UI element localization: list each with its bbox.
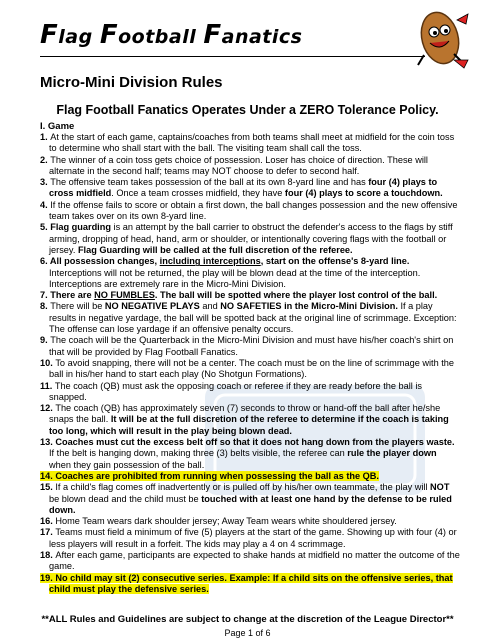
rule-number: 17. bbox=[40, 527, 56, 538]
brand-title bbox=[40, 20, 302, 50]
rule-item bbox=[40, 550, 460, 573]
page-subtitle: Micro-Mini Division Rules bbox=[40, 74, 223, 91]
rule-item bbox=[40, 301, 460, 335]
rule-item bbox=[40, 573, 460, 596]
brand-word-initial: F bbox=[203, 20, 222, 50]
rule-item bbox=[40, 381, 460, 404]
rule-text: If the belt is hanging down, making three (3) belts visible, the referee can bbox=[49, 448, 348, 459]
rule-text: is an attempt by the ball carrier to obstruct the defender's access to the flags by stiff arming, dropping of head, hand, arm or shoulder, or intentionally covering flags with the football or jersey. bbox=[49, 222, 453, 255]
rule-text: It will be at the full discretion of the referee to determine if the coach is taking too long, which will result in the play being blown dead. bbox=[49, 414, 449, 436]
rule-item bbox=[40, 516, 460, 527]
rule-number: 19. bbox=[40, 572, 56, 583]
rule-number: 12. bbox=[40, 403, 56, 414]
rule-text: NOT bbox=[430, 482, 450, 493]
policy-heading: Flag Football Fanatics Operates Under a ZERO Tolerance Policy. bbox=[56, 103, 439, 117]
rule-text: If a play results in negative yardage, the ball will be spotted back at the original line of scrimmage. Exception: The offense can lose yardage if an offensive penalty occurs. bbox=[49, 301, 457, 335]
rule-number: 9. bbox=[40, 335, 51, 346]
rule-item bbox=[40, 437, 460, 471]
brand-word-initial: F bbox=[40, 20, 59, 50]
rule-text: rule the player down bbox=[347, 448, 437, 459]
rule-text: including interceptions bbox=[159, 256, 261, 267]
rule-text: touched with at least one hand by the defense to be ruled down. bbox=[49, 493, 452, 515]
header-rule bbox=[40, 56, 425, 57]
rule-text: The coach will be the Quarterback in the Micro-Mini Division and must have his/her coach's shirt on that will be provided by Flag Football Fanatics. bbox=[49, 335, 454, 357]
rule-text: . Once a team crosses midfield, they have bbox=[111, 188, 285, 199]
page-number: Page 1 of 6 bbox=[224, 628, 271, 638]
rule-item bbox=[40, 256, 460, 290]
rule-text: four (4) plays to cross midfield bbox=[49, 177, 438, 199]
rule-text: All possession changes, bbox=[49, 256, 160, 267]
rule-text: Teams must field a minimum of five (5) players at the start of the game. Showing up with four (4) or less players will result in a forfeit. The kids may play a 4 on 4 scrimmage. bbox=[49, 527, 457, 549]
section-heading: I. Game bbox=[40, 121, 75, 132]
rules-list bbox=[40, 132, 460, 595]
rule-item bbox=[40, 200, 460, 223]
rule-text: There will be bbox=[50, 301, 105, 312]
rule-text: when they gain possession of the ball. bbox=[49, 459, 205, 470]
rule-text: four (4) plays to score a touchdown. bbox=[284, 188, 443, 199]
brand-word-rest: ootball bbox=[118, 26, 204, 48]
rule-text: Home Team wears dark shoulder jersey; Away Team wears white shouldered jersey. bbox=[55, 516, 397, 527]
rule-number: 15. bbox=[40, 482, 56, 493]
rule-item bbox=[40, 471, 460, 482]
rule-text: Flag guarding bbox=[50, 222, 111, 233]
brand-word-initial: F bbox=[99, 20, 119, 50]
rule-text: Flag Guarding will be called at the full discretion of the referee. bbox=[77, 244, 353, 255]
rule-text: To avoid snapping, there will not be a center. The coach must be on the line of scrimmage with the ball in his/her hand to start each play (No Shotgun Formations). bbox=[49, 357, 455, 380]
rule-text: NO FUMBLES bbox=[94, 290, 155, 301]
rule-number: 6. bbox=[40, 256, 50, 267]
rule-number: 16. bbox=[40, 516, 56, 527]
rule-text: and bbox=[199, 301, 221, 312]
rule-text: At the start of each game, captains/coaches from both teams shall meet at midfield for the coin toss to determine who shall start with the ball. The visiting team shall call the toss. bbox=[49, 132, 455, 154]
rule-number: 13. bbox=[40, 437, 56, 448]
rule-item bbox=[40, 177, 460, 200]
rule-number: 5. bbox=[40, 222, 51, 233]
rule-text: be blown dead and the child must be bbox=[49, 493, 202, 504]
rule-text: NO SAFETIES in the Micro-Mini Division. bbox=[220, 301, 398, 312]
rule-text: If a child's flag comes off inadvertently or is pulled off by his/her own teammate, the play will bbox=[55, 482, 431, 493]
rule-number: 2. bbox=[40, 154, 51, 165]
rule-text: Coaches must cut the excess belt off so that it does not hang down from the players waste. bbox=[55, 437, 455, 448]
footer-disclaimer: **ALL Rules and Guidelines are subject to change at the discretion of the League Director** bbox=[41, 614, 454, 625]
rule-text: No child may sit (2) consecutive series. Example: If a child sits on the offensive series, that child must play the defensive series. bbox=[49, 572, 453, 594]
rule-number: 3. bbox=[40, 177, 51, 188]
rule-item bbox=[40, 358, 460, 381]
rule-item bbox=[40, 335, 460, 358]
rule-text: After each game, participants are expected to shake hands at midfield no matter the outcome of the game. bbox=[49, 549, 460, 572]
rule-text: . The ball will be spotted where the player lost control of the ball. bbox=[154, 290, 438, 301]
rule-item bbox=[40, 527, 460, 550]
rule-number: 14. bbox=[40, 470, 56, 481]
rule-number: 11. bbox=[40, 380, 55, 391]
rule-item bbox=[40, 482, 460, 516]
football-mascot-icon bbox=[414, 10, 472, 70]
rule-number: 10. bbox=[40, 357, 56, 368]
rule-text: The coach (QB) has approximately seven (7) seconds to throw or hand-off the ball after he/she snaps the ball. bbox=[49, 403, 441, 425]
rule-number: 7. bbox=[40, 290, 51, 301]
rule-text: The coach (QB) must ask the opposing coach or referee if they are ready before the ball is snapped. bbox=[49, 380, 423, 402]
rule-number: 18. bbox=[40, 549, 56, 560]
rule-item bbox=[40, 290, 460, 301]
rule-item bbox=[40, 403, 460, 437]
rule-text: The offensive team takes possession of the ball at its own 8-yard line and has bbox=[50, 177, 369, 188]
rule-text: If the offense fails to score or obtain a first down, the ball changes possession and the new offensive team takes over on its own 8-yard line. bbox=[49, 199, 458, 222]
rule-number: 1. bbox=[40, 132, 51, 142]
rule-text: Coaches are prohibited from running when possessing the ball as the QB. bbox=[55, 470, 379, 481]
rule-item bbox=[40, 132, 460, 155]
brand-word-rest: anatics bbox=[221, 26, 303, 48]
rule-item bbox=[40, 155, 460, 178]
rule-text: , start on the offense's 8-yard line. bbox=[260, 256, 410, 267]
rule-number: 4. bbox=[40, 199, 51, 210]
rule-text: Interceptions will not be returned, the play will be blown dead at the time of the interception. Interceptions are extremely rare in the Micro-Mini Division. bbox=[49, 267, 421, 289]
rule-item bbox=[40, 222, 460, 256]
page-header bbox=[40, 10, 480, 70]
rule-text: The winner of a coin toss gets choice of possession. Loser has choice of direction. These will alternate in the second half; teams may NOT choose to defer to second half. bbox=[49, 154, 428, 176]
rule-text: There are bbox=[50, 290, 95, 301]
rule-number: 8. bbox=[40, 301, 51, 312]
brand-word-rest: lag bbox=[58, 26, 100, 48]
rule-text: NO NEGATIVE PLAYS bbox=[104, 301, 200, 312]
